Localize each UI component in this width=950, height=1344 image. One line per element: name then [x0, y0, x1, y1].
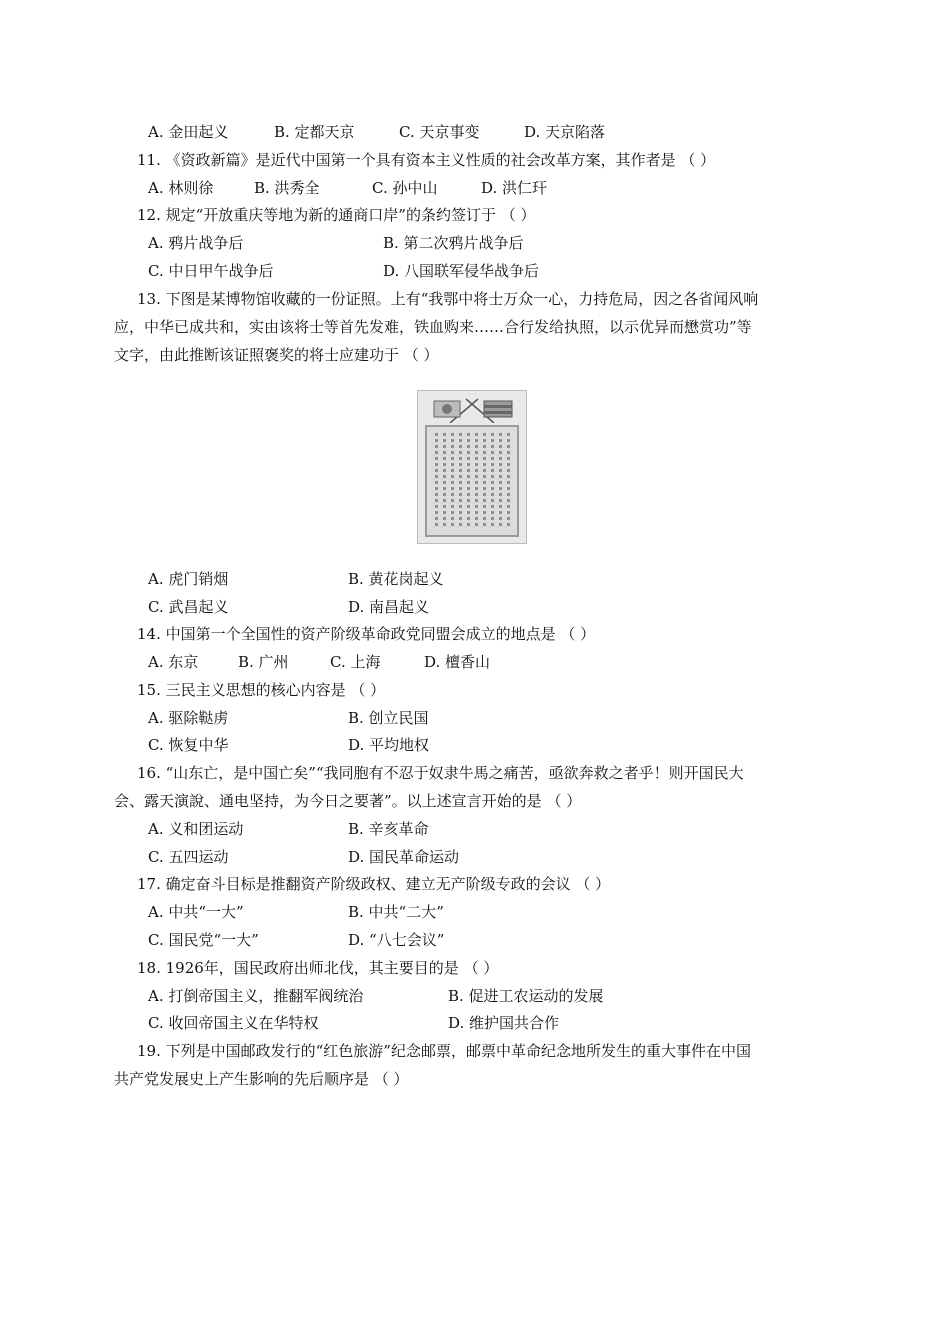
q16-option-a: A. 义和团运动 — [148, 820, 244, 838]
q12-option-c: C. 中日甲午战争后 — [148, 262, 274, 280]
q18-stem: 18. 1926年，国民政府出师北伐，其主要目的是 （ ） — [137, 959, 499, 977]
q18-option-a: A. 打倒帝国主义，推翻军阀统治 — [148, 987, 364, 1005]
q13-option-b: B. 黄花岗起义 — [348, 570, 444, 588]
q13-stem-line-3: 文字，由此推断该证照褒奖的将士应建功于 （ ） — [114, 346, 439, 364]
q18-option-b: B. 促进工农运动的发展 — [448, 987, 604, 1005]
q19-stem-line-2: 共产党发展史上产生影响的先后顺序是 （ ） — [114, 1070, 409, 1088]
q11-option-a: A. 林则徐 — [148, 179, 214, 197]
q13-stem-line-2: 应，中华已成共和，实由该将士等首先发难，铁血购来……合行发给执照，以示优异而懋赏功”等 — [114, 318, 752, 336]
q18-option-d: D. 维护国共合作 — [448, 1014, 560, 1032]
q11-option-c: C. 孙中山 — [372, 179, 438, 197]
q19-stem-line-1: 19. 下列是中国邮政发行的“红色旅游”纪念邮票，邮票中革命纪念地所发生的重大事件在中国 — [137, 1042, 751, 1060]
q16-option-c: C. 五四运动 — [148, 848, 229, 866]
q14-option-a: A. 东京 — [148, 653, 199, 671]
q17-option-d: D. “八七会议” — [348, 931, 445, 949]
q15-option-c: C. 恢复中华 — [148, 736, 229, 754]
q14-stem: 14. 中国第一个全国性的资产阶级革命政党同盟会成立的地点是 （ ） — [137, 625, 596, 643]
q10-option-b: B. 定都天京 — [274, 123, 355, 141]
certificate-text-frame — [425, 425, 519, 537]
q17-option-a: A. 中共“一大” — [148, 903, 244, 921]
q14-option-d: D. 檀香山 — [424, 653, 491, 671]
q16-stem-line-2: 会、露天演說、通电坚持，为今日之要著”。以上述宣言开始的是 （ ） — [114, 792, 582, 810]
q15-stem: 15. 三民主义思想的核心内容是 （ ） — [137, 681, 386, 699]
q15-option-d: D. 平均地权 — [348, 736, 430, 754]
q13-option-d: D. 南昌起义 — [348, 598, 430, 616]
q15-option-b: B. 创立民国 — [348, 709, 429, 727]
q12-option-b: B. 第二次鸦片战争后 — [383, 234, 524, 252]
q13-option-c: C. 武昌起义 — [148, 598, 229, 616]
certificate-image — [417, 390, 527, 544]
q16-option-b: B. 辛亥革命 — [348, 820, 429, 838]
q16-stem-line-1: 16. “山东亡，是中国亡矣”“我同胞有不忍于奴隶牛馬之痛苦，亟欲奔救之者乎！则开国民大 — [137, 764, 744, 782]
q17-stem: 17. 确定奋斗目标是推翻资产阶级政权、建立无产阶级专政的会议 （ ） — [137, 875, 611, 893]
q12-option-a: A. 鸦片战争后 — [148, 234, 244, 252]
q15-option-a: A. 驱除鞑虏 — [148, 709, 229, 727]
crossed-flags-icon — [426, 397, 518, 423]
q11-option-d: D. 洪仁玕 — [481, 179, 548, 197]
q13-option-a: A. 虎门销烟 — [148, 570, 229, 588]
q11-option-b: B. 洪秀全 — [254, 179, 320, 197]
q14-option-b: B. 广州 — [238, 653, 289, 671]
q17-option-c: C. 国民党“一大” — [148, 931, 259, 949]
q10-option-d: D. 天京陷落 — [524, 123, 606, 141]
q10-option-c: C. 天京事变 — [399, 123, 480, 141]
q17-option-b: B. 中共“二大” — [348, 903, 444, 921]
q12-option-d: D. 八国联军侵华战争后 — [383, 262, 540, 280]
q10-option-a: A. 金田起义 — [148, 123, 229, 141]
q14-option-c: C. 上海 — [330, 653, 381, 671]
q11-stem: 11. 《资政新篇》是近代中国第一个具有资本主义性质的社会改革方案，其作者是 （ ） — [137, 151, 716, 169]
q18-option-c: C. 收回帝国主义在华特权 — [148, 1014, 319, 1032]
q13-stem-line-1: 13. 下图是某博物馆收藏的一份证照。上有“我鄂中将士万众一心，力持危局，因之各省闻风响 — [137, 290, 759, 308]
q12-stem: 12. 规定“开放重庆等地为新的通商口岸”的条约签订于 （ ） — [137, 206, 536, 224]
q16-option-d: D. 国民革命运动 — [348, 848, 460, 866]
